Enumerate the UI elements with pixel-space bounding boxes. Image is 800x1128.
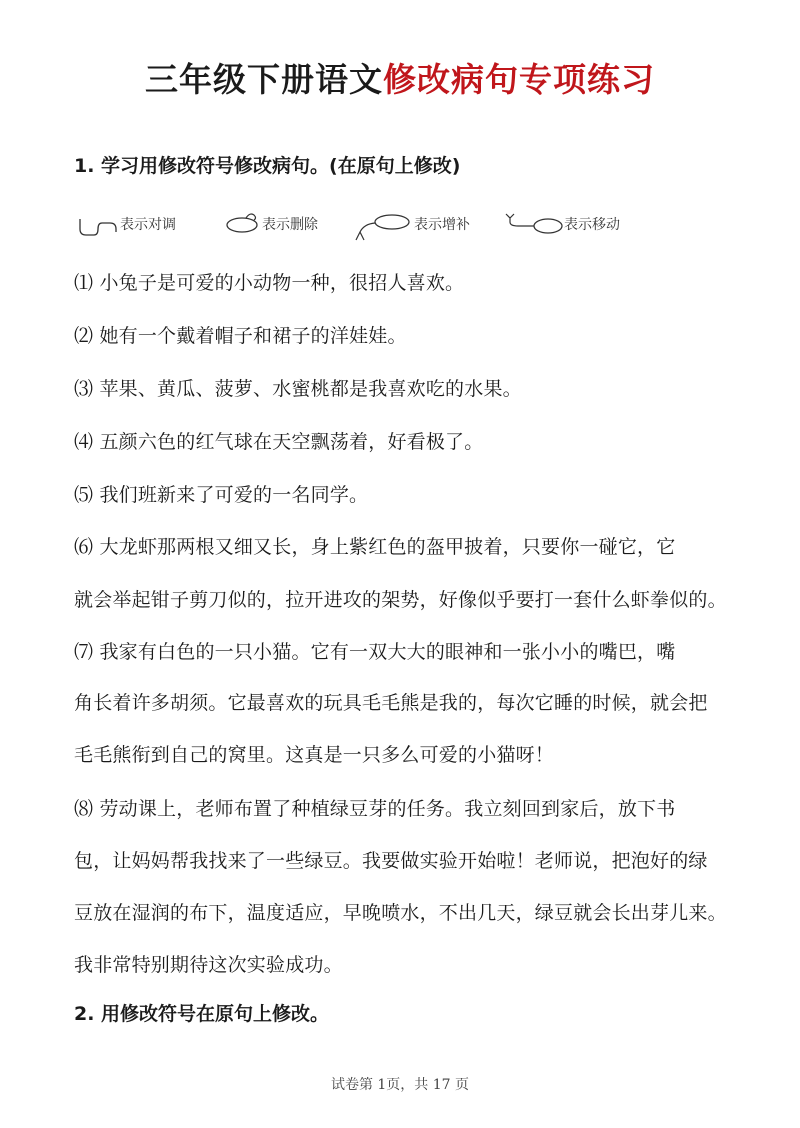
swap-symbol-icon (76, 210, 122, 244)
move-symbol-icon (504, 210, 566, 244)
sentence-3: ⑶ 苹果、黄瓜、菠萝、水蜜桃都是我喜欢吃的水果。 (74, 378, 522, 400)
sentence-2: ⑵ 她有一个戴着帽子和裙子的洋娃娃。 (74, 325, 407, 347)
legend-move-label: 表示移动 (564, 217, 620, 233)
legend-swap-label: 表示对调 (120, 217, 176, 233)
delete-symbol-icon (224, 210, 266, 244)
sentence-6-line-2: 就会举起钳子剪刀似的，拉开进攻的架势，好像似乎要打一套什么虾拳似的。 (74, 589, 727, 611)
sentence-8-line-3: 豆放在湿润的布下，温度适应，早晚喷水，不出几天，绿豆就会长出芽儿来。 (74, 902, 727, 924)
question-1-heading: 1. 学习用修改符号修改病句。(在原句上修改) (74, 155, 461, 177)
sentence-7-line-1: ⑺ 我家有白色的一只小猫。它有一双大大的眼神和一张小小的嘴巴，嘴 (74, 641, 676, 663)
page-footer: 试卷第 1页，共 17 页 (330, 1077, 470, 1093)
sentence-8-line-2: 包，让妈妈帮我找来了一些绿豆。我要做实验开始啦！老师说，把泡好的绿 (74, 850, 708, 872)
question-2-heading: 2. 用修改符号在原句上修改。 (74, 1003, 330, 1025)
sentence-1: ⑴ 小兔子是可爱的小动物一种，很招人喜欢。 (74, 272, 465, 294)
title-part-black: 三年级下册语文 (145, 60, 383, 99)
page-title (0, 58, 800, 102)
sentence-7-line-3: 毛毛熊衔到自己的窝里。这真是一只多么可爱的小猫呀！ (74, 744, 555, 766)
sentence-7-line-2: 角长着许多胡须。它最喜欢的玩具毛毛熊是我的，每次它睡的时候，就会把 (74, 692, 708, 714)
sentence-6-line-1: ⑹ 大龙虾那两根又细又长，身上紫红色的盔甲披着，只要你一碰它，它 (74, 536, 676, 558)
insert-symbol-icon (350, 210, 414, 244)
sentence-5: ⑸ 我们班新来了可爱的一名同学。 (74, 484, 369, 506)
title-part-red: 修改病句专项练习 (383, 60, 655, 99)
correction-symbol-legend (76, 210, 676, 244)
sentence-4: ⑷ 五颜六色的红气球在天空飘荡着，好看极了。 (74, 431, 484, 453)
legend-insert-label: 表示增补 (414, 217, 470, 233)
legend-delete-label: 表示删除 (262, 217, 318, 233)
sentence-8-line-1: ⑻ 劳动课上，老师布置了种植绿豆芽的任务。我立刻回到家后，放下书 (74, 798, 676, 820)
sentence-8-line-4: 我非常特别期待这次实验成功。 (74, 954, 343, 976)
